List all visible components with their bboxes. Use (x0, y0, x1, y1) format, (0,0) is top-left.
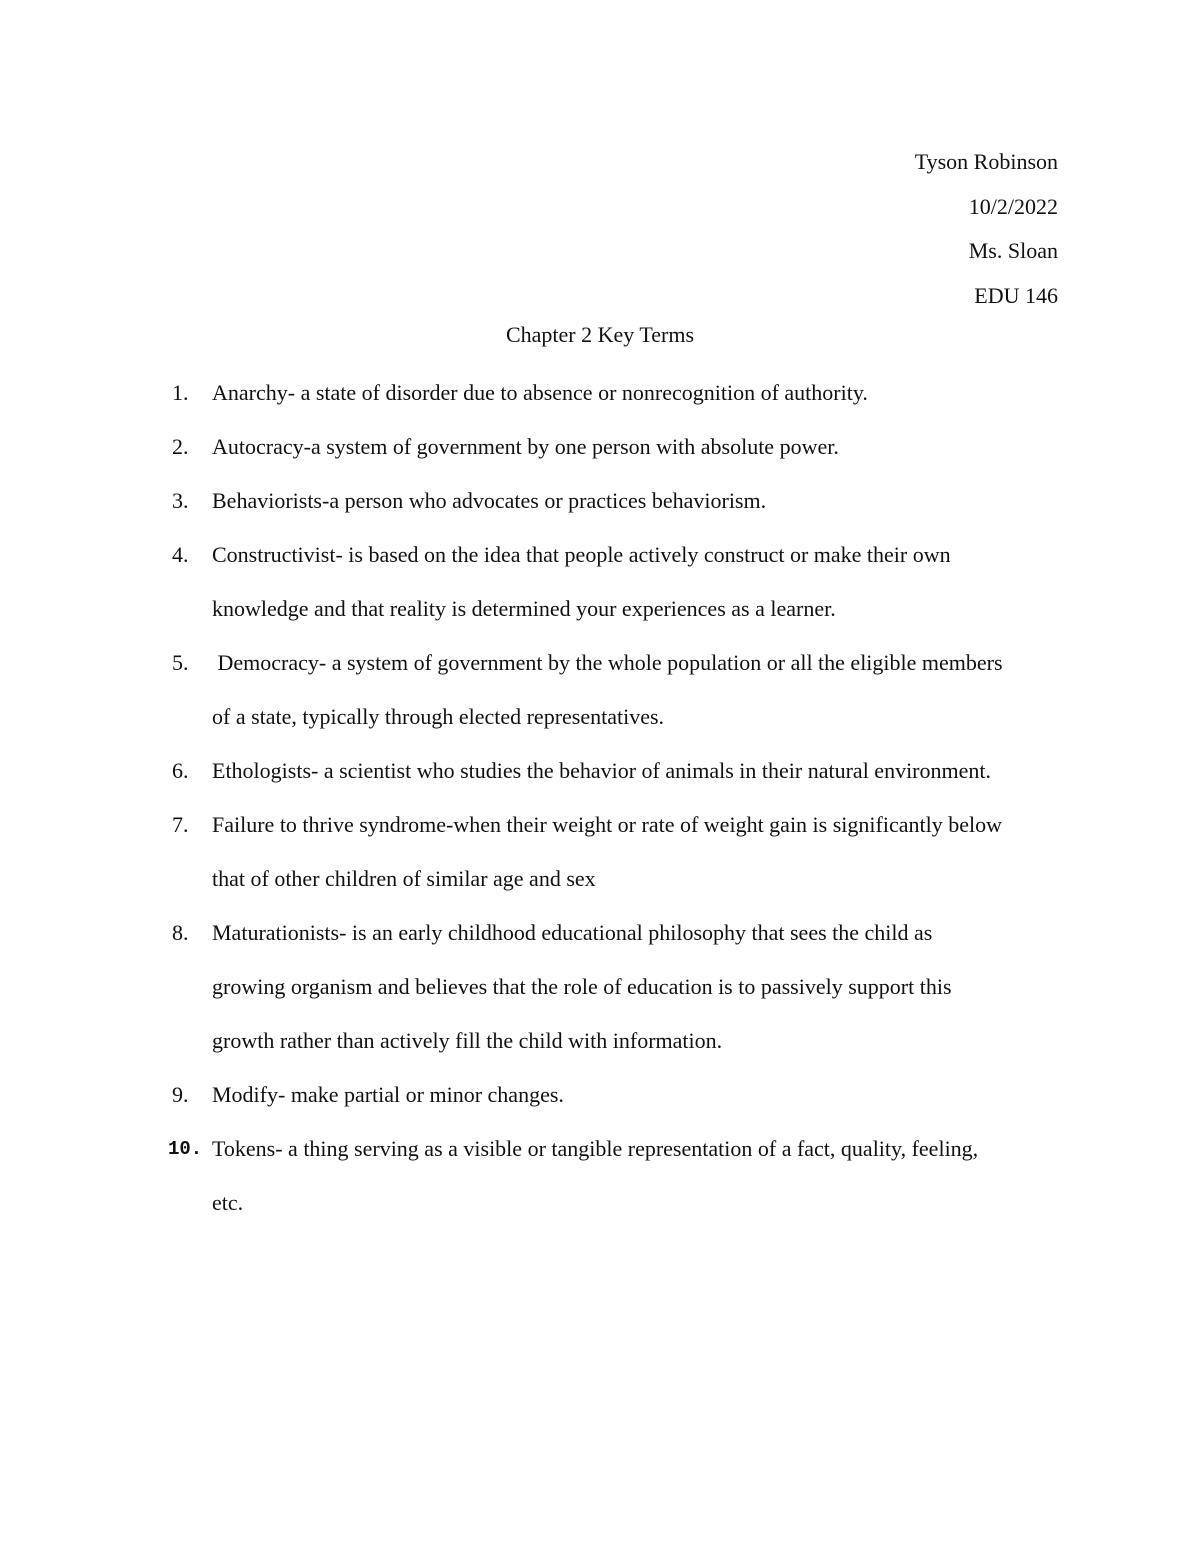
term-definition-line: Failure to thrive syndrome-when their weight or rate of weight gain is significantly below (212, 812, 1002, 837)
list-item (172, 906, 1072, 1068)
list-item-number: 7. (172, 812, 189, 837)
list-item-number: 9. (172, 1082, 189, 1107)
assignment-date: 10/2/2022 (968, 193, 1058, 219)
list-item-number: 8. (172, 920, 189, 945)
term-definition-line: Constructivist- is based on the idea that people actively construct or make their own (212, 542, 951, 567)
list-item (172, 798, 1072, 906)
key-terms-list (168, 366, 1072, 1230)
term-definition-line: Maturationists- is an early childhood educational philosophy that sees the child as (212, 920, 933, 945)
term-definition-line: growing organism and believes that the role of education is to passively support this (212, 974, 952, 999)
list-item-number: 5. (172, 650, 189, 675)
term-definition-line: knowledge and that reality is determined your experiences as a learner. (212, 596, 836, 621)
term-definition-line: that of other children of similar age and sex (212, 866, 596, 891)
document-title: Chapter 2 Key Terms (505, 322, 695, 347)
term-definition-line: Tokens- a thing serving as a visible or tangible representation of a fact, quality, feeling, (212, 1136, 979, 1161)
list-item-number: 4. (172, 542, 189, 567)
term-definition-line: Behaviorists-a person who advocates or practices behaviorism. (212, 488, 767, 513)
course-code: EDU 146 (974, 282, 1058, 308)
list-item (172, 636, 1072, 744)
term-definition-line: Anarchy- a state of disorder due to absence or nonrecognition of authority. (212, 380, 868, 405)
student-name: Tyson Robinson (914, 149, 1058, 174)
term-definition-line: Autocracy-a system of government by one person with absolute power. (212, 434, 839, 459)
list-item (172, 366, 1072, 420)
list-item-number: 2. (172, 434, 189, 459)
list-item (172, 474, 1072, 528)
list-item-number: 1. (172, 380, 189, 405)
list-item (172, 420, 1072, 474)
student-header (915, 140, 1058, 318)
term-definition-line: of a state, typically through elected representatives. (212, 704, 665, 729)
list-item (172, 528, 1072, 636)
teacher-name: Ms. Sloan (968, 238, 1058, 263)
term-definition-line: Democracy- a system of government by the whole population or all the eligible members (212, 650, 1003, 675)
term-definition-line: Ethologists- a scientist who studies the behavior of animals in their natural environment. (212, 758, 992, 783)
list-item (172, 744, 1072, 798)
list-item-number: 6. (172, 758, 189, 783)
term-definition-line: Modify- make partial or minor changes. (212, 1082, 564, 1107)
list-item (172, 1068, 1072, 1122)
term-definition-line: growth rather than actively fill the child with information. (212, 1028, 723, 1053)
list-item-number: 3. (172, 488, 189, 513)
list-item-number: 10. (168, 1138, 203, 1160)
list-item (168, 1122, 1072, 1230)
term-definition-line: etc. (212, 1190, 244, 1215)
